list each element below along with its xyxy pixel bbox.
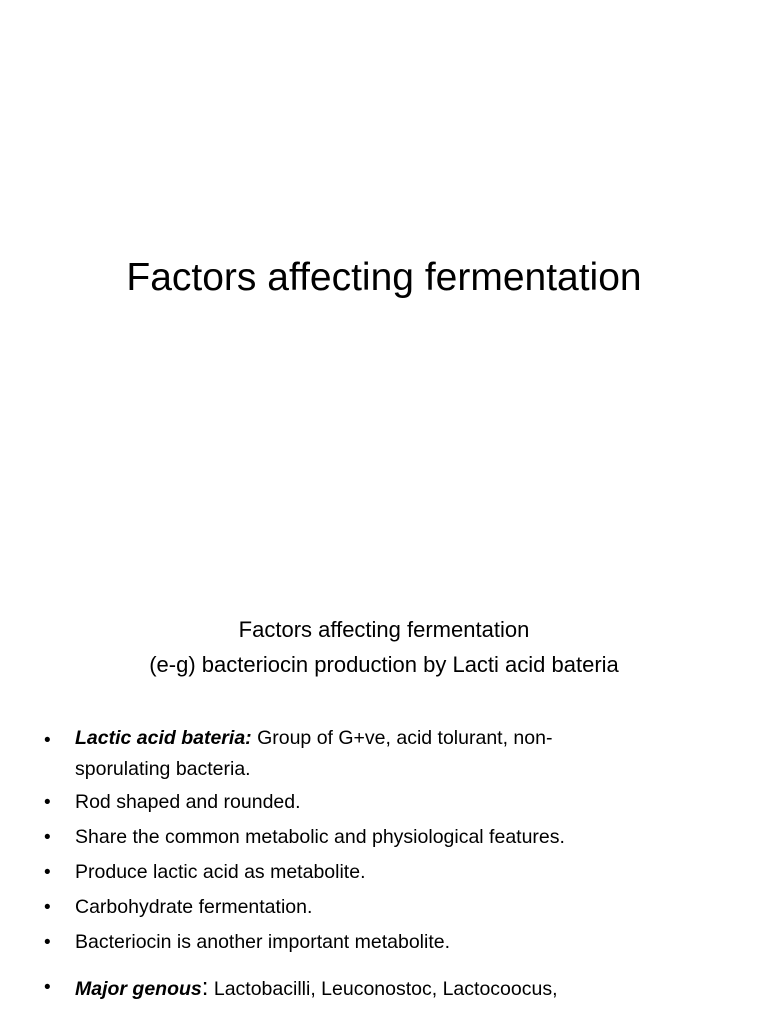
- list-item: [40, 970, 740, 1007]
- bullet-text: Carbohydrate fermentation.: [75, 896, 313, 918]
- bullet-term: Lactic acid bateria:: [75, 727, 252, 749]
- bullet-line-continuation: sporulating bacteria.: [75, 758, 251, 780]
- bullet-text: Group of G+ve, acid tolurant, non-: [251, 727, 553, 749]
- bullet-icon: •: [44, 827, 51, 848]
- list-item: [40, 820, 740, 855]
- list-item: [40, 723, 740, 785]
- bullet-text: Produce lactic acid as metabolite.: [75, 861, 366, 883]
- list-item: [40, 855, 740, 890]
- slide-title: Factors affecting fermentation: [126, 256, 642, 299]
- bullet-icon: •: [44, 792, 51, 813]
- bullet-icon: •: [44, 897, 51, 918]
- bullet-text: Share the common metabolic and physiological features.: [75, 826, 565, 848]
- slide-subtitle: [0, 612, 768, 682]
- bullet-icon: •: [44, 977, 51, 998]
- subtitle-line-1: Factors affecting fermentation: [238, 617, 530, 642]
- bullet-text: Rod shaped and rounded.: [75, 791, 301, 813]
- subtitle-line-2: (e-g) bacteriocin production by Lacti acid bateria: [149, 652, 619, 677]
- bullet-icon: •: [44, 730, 51, 751]
- bullet-line: [75, 723, 740, 754]
- bullet-text: Lactobacilli, Leuconostoc, Lactocoocus,: [208, 978, 558, 1000]
- bullet-term: Major genous: [75, 978, 202, 1000]
- bullet-icon: •: [44, 862, 51, 883]
- list-item: [40, 925, 740, 960]
- bullet-icon: •: [44, 932, 51, 953]
- list-item: [40, 890, 740, 925]
- bullet-text: Bacteriocin is another important metabolite.: [75, 931, 451, 953]
- bullet-colon: :: [201, 974, 209, 1001]
- list-item: [40, 785, 740, 820]
- bullet-list: [40, 723, 740, 1007]
